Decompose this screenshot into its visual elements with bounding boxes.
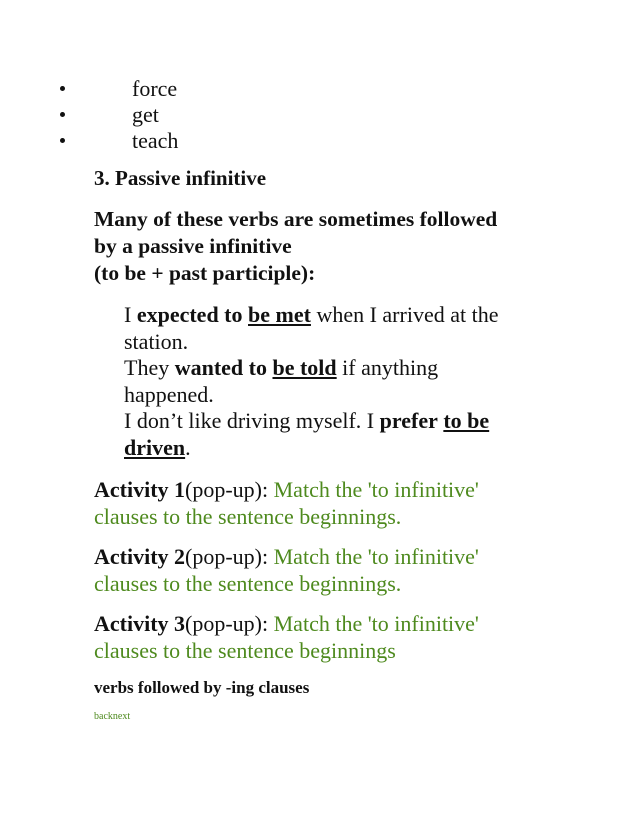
- example-text: .: [185, 434, 191, 460]
- example-line: [124, 355, 564, 382]
- example-verb: wanted to: [174, 355, 267, 380]
- activity-link[interactable]: Match the 'to infinitive': [273, 477, 479, 502]
- page-navigation: [94, 711, 130, 722]
- activity-link[interactable]: Match the 'to infinitive': [273, 544, 479, 569]
- example-verb: prefer: [379, 408, 438, 433]
- intro-line: (to be + past participle):: [94, 261, 316, 285]
- next-link[interactable]: next: [112, 711, 131, 722]
- bullet-icon: [60, 138, 65, 143]
- example-line: [124, 435, 564, 462]
- example-line: station.: [124, 328, 189, 354]
- verb-bullet-list: [60, 76, 580, 154]
- back-link[interactable]: back: [94, 711, 113, 722]
- example-passive: be told: [272, 355, 337, 380]
- bullet-icon: [60, 112, 65, 117]
- example-verb: expected to: [136, 302, 243, 327]
- example-passive: be met: [248, 302, 311, 327]
- example-text: when I arrived at the: [310, 302, 499, 327]
- example-line: [124, 408, 564, 435]
- example-text: I: [124, 302, 137, 327]
- activity-3: [94, 610, 564, 664]
- activity-link[interactable]: clauses to the sentence beginnings: [94, 638, 396, 663]
- activity-tag: (pop-up):: [185, 477, 274, 502]
- activity-label[interactable]: Activity 2: [94, 544, 186, 569]
- activity-line: [94, 543, 564, 570]
- example-text: if anything: [336, 355, 439, 380]
- list-item-text: teach: [132, 128, 179, 153]
- example-passive: driven: [124, 434, 186, 460]
- intro-line: Many of these verbs are sometimes followed: [94, 207, 498, 231]
- list-item-text: get: [132, 102, 159, 127]
- example-line: happened.: [124, 381, 214, 407]
- bullet-icon: [60, 86, 65, 91]
- activity-1: [94, 476, 564, 530]
- activity-line: [94, 610, 564, 637]
- activity-link[interactable]: clauses to the sentence beginnings.: [94, 571, 402, 596]
- example-passive: to be: [443, 408, 490, 433]
- example-line: [124, 302, 564, 329]
- list-item: [60, 76, 580, 102]
- example-text: I don’t like driving myself. I: [124, 408, 380, 433]
- activity-link[interactable]: Match the 'to infinitive': [273, 611, 479, 636]
- activity-tag: (pop-up):: [185, 544, 274, 569]
- intro-paragraph: [94, 206, 554, 287]
- example-sentences: [124, 302, 564, 461]
- activity-2: [94, 543, 564, 597]
- example-text: They: [124, 355, 175, 380]
- ing-clauses-link[interactable]: verbs followed by -ing clauses: [94, 678, 310, 697]
- intro-line: by a passive infinitive: [94, 234, 292, 258]
- section-heading: 3. Passive infinitive: [94, 166, 267, 190]
- activity-line: [94, 476, 564, 503]
- list-item: [60, 128, 580, 154]
- activity-label[interactable]: Activity 3: [94, 611, 186, 636]
- activity-tag: (pop-up):: [185, 611, 274, 636]
- activity-label[interactable]: Activity 1: [94, 477, 186, 502]
- activity-link[interactable]: clauses to the sentence beginnings.: [94, 504, 402, 529]
- list-item: [60, 102, 580, 128]
- list-item-text: force: [132, 76, 178, 101]
